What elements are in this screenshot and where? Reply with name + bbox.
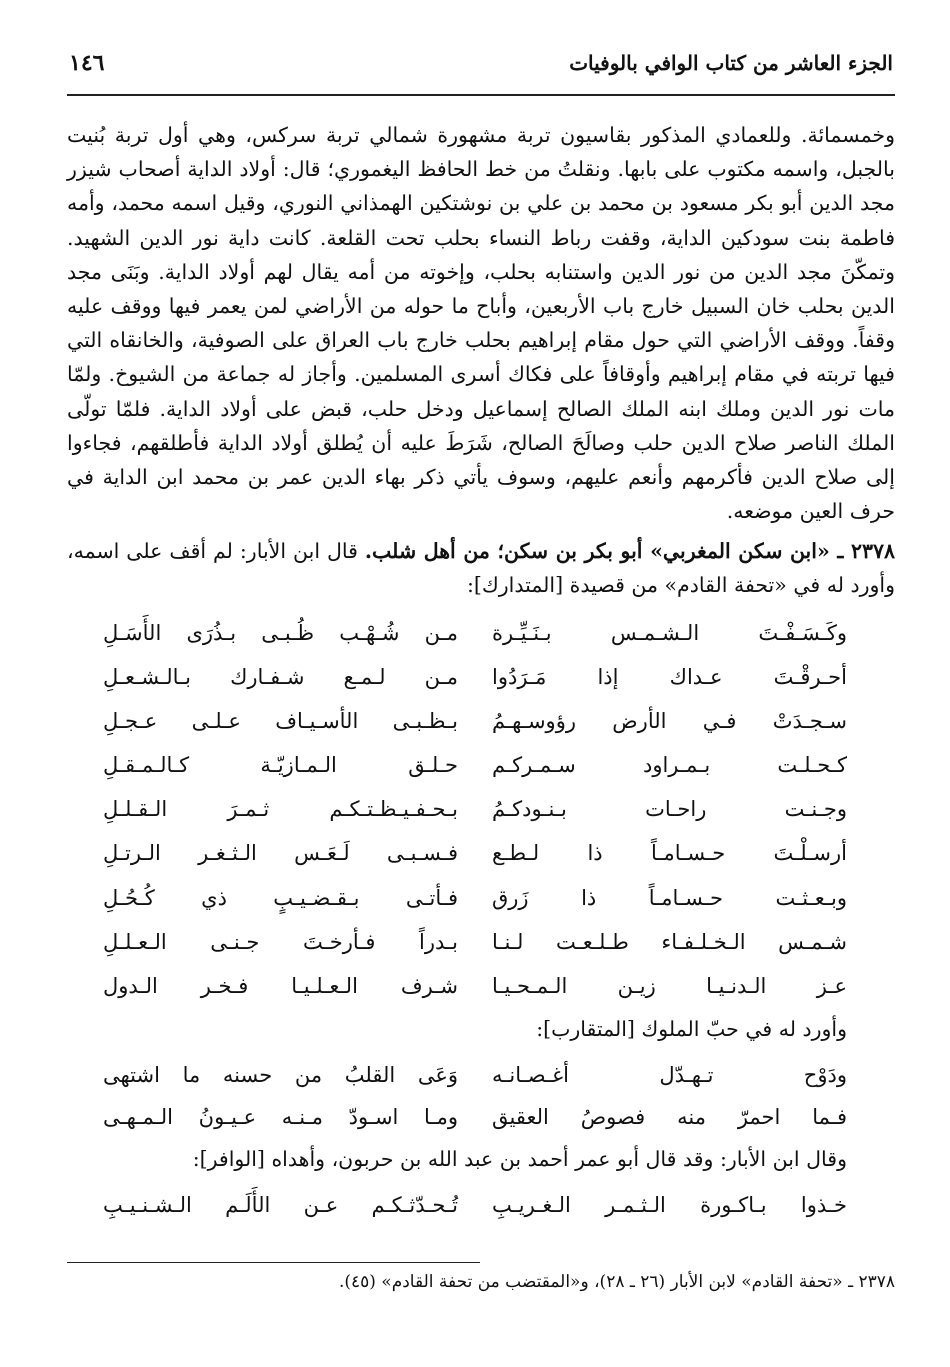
verse-line (67, 655, 895, 699)
page-header (67, 50, 895, 96)
footnote-divider (67, 1262, 480, 1263)
running-title: الجزء العاشر من كتاب الوافي بالوفيات (569, 51, 893, 75)
first-hemistich: وجـنـت راحـات بـنـودكـمُ (492, 797, 847, 822)
verse-line (67, 920, 895, 964)
second-hemistich: حـلـق الـمـازيّـة كـالـمـقـلِ (103, 753, 458, 778)
verse-line (67, 964, 895, 1008)
verse-line (67, 876, 895, 920)
verse-line (67, 831, 895, 875)
poem-intro-wafir: وقال ابن الأبار: وقد قال أبو عمر أحمد بن عبد الله بن حربون، وأهداه [الوافر]: (192, 1147, 847, 1172)
verse-line (67, 1184, 895, 1226)
paragraph-text: وخمسمائة. وللعمادي المذكور بقاسيون تربة مشهورة شمالي تربة سركس، وهي أول تربة بُنيت بالجبل، واسمه مكتوب على بابها. ونقلتُ من خط الحافظ اليغموري؛ قال: أولاد الداية أصحاب شيزر مجد الدين أبو بكر مسعود بن محمد بن علي بن نوشتكين الهمذاني النوري، وقيل اسمه محمد، وأمه فاطمة بنت سودكين الداية، وقفت رباط النساء بحلب تحت القلعة. كانت داية نور الدين الشهيد. وتمكّنَ مجد الدين من نور الدين واستنابه بحلب، وإخوته من أمه يقال لهم أولاد الداية. وبَنَى مجد الدين بحلب خان السبيل خارج باب الأربعين، وأباح ما حوله من الأراضي لمن يعمر فيها ووقف عليه وقفاً. ووقف الأراضي التي حول مقام إبراهيم بحلب خارج باب العراق على الصوفية، والخانقاه التي فيها تربته في مقام إبراهيم وأوقافاً على فكاك أسرى المسلمين. وأجاز له جماعة من الشيوخ. ولمّا مات نور الدين وملك ابنه الملك الصالح إسماعيل ودخل حلب، قبض على أولاد الداية. فلمّا تولّى الملك الناصر صلاح الدين حلب وصالَحَ الصالح، شَرَطَ عليه أن يُطلق أولاد الداية فأطلقهم، فجاءوا إلى صلاح الدين فأكرمهم وأنعم عليهم، وسوف يأتي ذكر بهاء الدين عمر بن محمد ابن الداية في حرف العين موضعه. (67, 123, 895, 524)
first-hemistich: سـجـدَتْ فـي الأرض رؤوسـهـمُ (492, 708, 847, 733)
footnote: ٢٣٧٨ ـ «تحفة القادم» لابن الأبار (٢٦ ـ ٢٨)، و«المقتضب من تحفة القادم» (٤٥). (338, 1272, 895, 1292)
verse-line (67, 743, 895, 787)
entry-heading: ٢٣٧٨ ـ «ابن سكن المغربي» أبو بكر بن سكن؛ من أهل شلب. (364, 539, 895, 564)
verse-line (67, 610, 895, 654)
first-hemistich: وبـعـثـت حـسـامـاً ذا زَرق (492, 885, 847, 910)
first-hemistich: شـمـس الـخـلـفـاء طـلـعـت لـنـا (492, 929, 847, 954)
second-hemistich: فـسـبـى لَـعَـس الـثـغـر الـرتـلِ (103, 841, 458, 866)
second-hemistich: وَعَى القلبُ من حسنه ما اشتهى (103, 1063, 458, 1088)
first-hemistich: عـز الـدنـيـا زيـن الـمـحـيـا (492, 974, 847, 999)
poem-intro-mutaqarib: وأورد له في حبّ الملوك [المتقارب]: (536, 1017, 847, 1042)
first-hemistich: كـحـلـت بـمـراود سـمـركـم (492, 753, 847, 778)
poem-mutaqarib (67, 1054, 895, 1138)
first-hemistich: فـما احمرّ منه فصوصُ العقيق (492, 1105, 847, 1130)
page-number: ١٤٦ (69, 50, 105, 76)
second-hemistich: مـن لـمـع شـفـارك بـالـشـعـلِ (103, 664, 458, 689)
verse-line (67, 1096, 895, 1138)
verse-line (67, 699, 895, 743)
first-hemistich: ودَوْح تـهـدّل أغـصـانـه (492, 1063, 847, 1088)
second-hemistich: بـدراً فـأرخـتَ جـنـى الـعـلـلِ (103, 929, 458, 954)
second-hemistich: مـن شُـهْـب ظُـبـى بـذُرَى الأَسَـلِ (103, 620, 458, 645)
second-hemistich: فـأتـى بـقـضـيـبٍ ذي كُـحُـلِ (103, 885, 458, 910)
verse-line (67, 1054, 895, 1096)
second-hemistich: بـظـبـى الأسـيـاف عـلـى عـجـلِ (103, 708, 458, 733)
entry-text: قال ابن الأبار: لم أقف على اسمه، وأورد له في «تحفة القادم» من قصيدة [المتدارك]: (67, 539, 895, 598)
first-hemistich: خـذوا بـاكـورة الـثـمـر الـغـريـبِ (492, 1193, 847, 1218)
second-hemistich: ومـا اسـودّ مـنـه عـيـونُ الـمـهـى (103, 1105, 458, 1130)
second-hemistich: شـرف الـعـلـيـا فـخـر الـدول (103, 974, 458, 999)
book-page (67, 50, 895, 1226)
verse-line (67, 787, 895, 831)
first-hemistich: وكَـسَـفْـتَ الـشـمـس بـنَـيِّـرة (492, 620, 847, 645)
first-hemistich: أرسـلْـتَ حـسـامـاً ذا لـطـع (492, 841, 847, 866)
first-hemistich: أحـرقْـتَ عـداك إذا مَـرَدُوا (492, 664, 847, 689)
biography-entry (67, 534, 895, 602)
second-hemistich: بـحـفـيـظـتـكـم ثـمـرَ الـقـلـلِ (103, 797, 458, 822)
poem-mutadarak (67, 610, 895, 1008)
second-hemistich: تُـحـدّثـكـم عـن الأَلَـم الـشـنـيـبِ (103, 1193, 458, 1218)
body-paragraph (67, 118, 895, 528)
poem-wafir (67, 1184, 895, 1226)
